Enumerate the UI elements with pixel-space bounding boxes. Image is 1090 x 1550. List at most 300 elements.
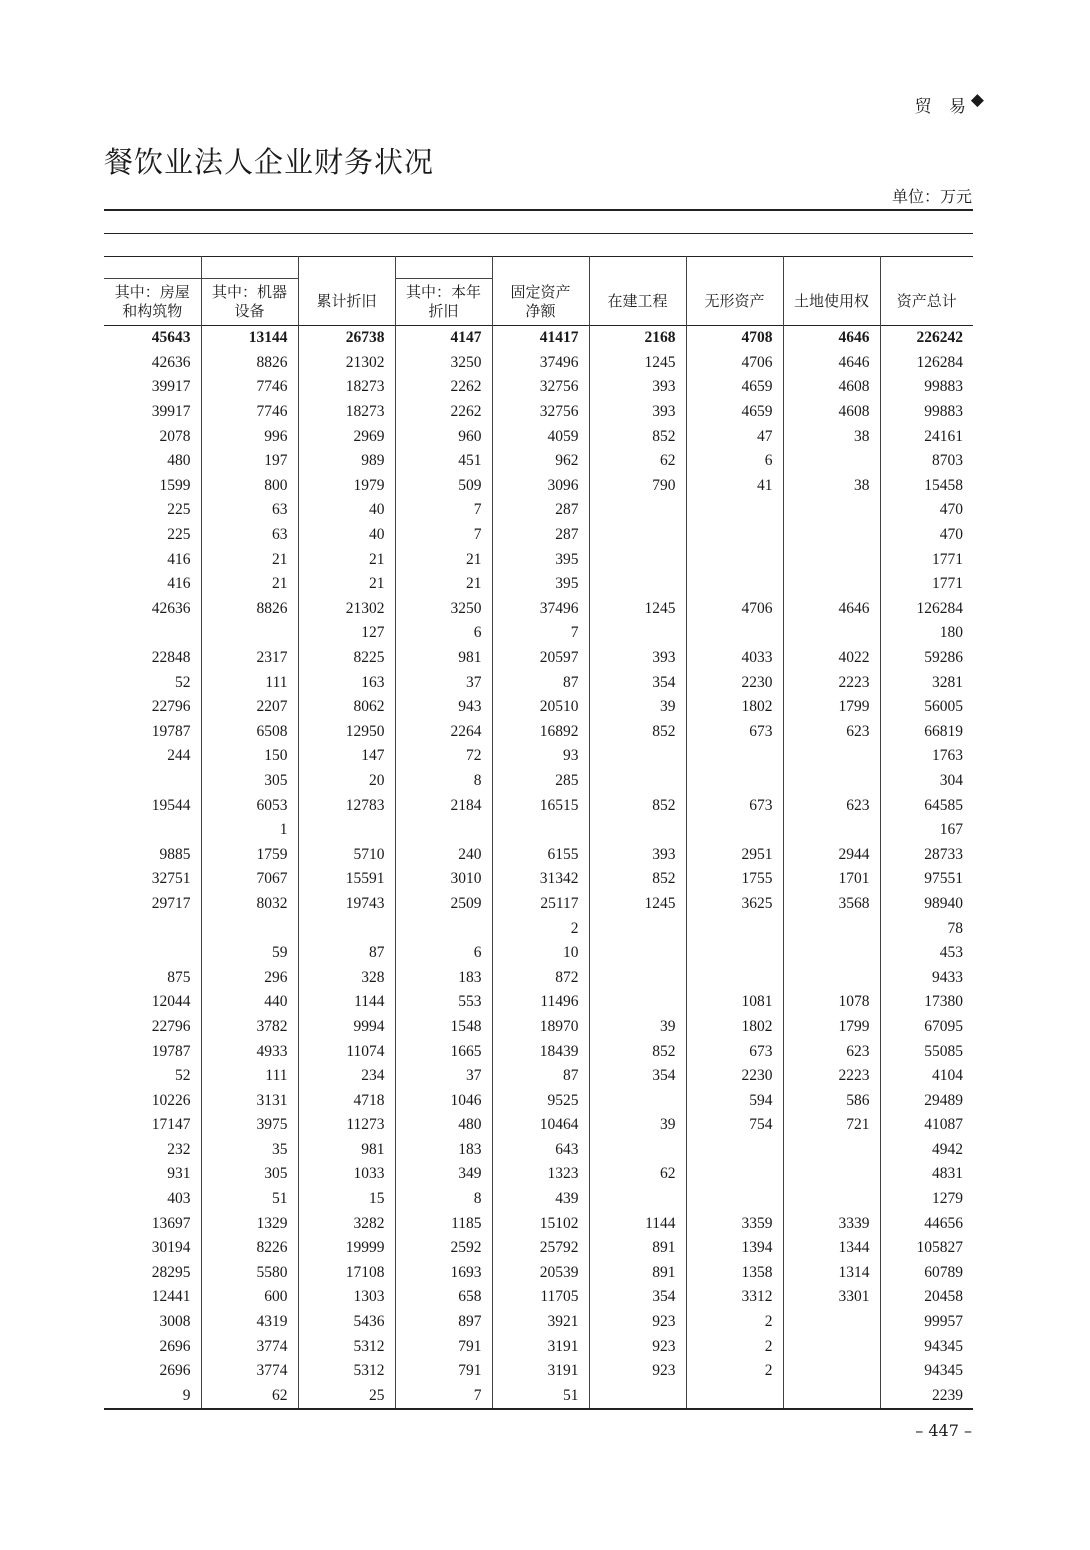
- table-cell: 9885: [104, 842, 201, 867]
- table-row: [104, 695, 973, 720]
- table-cell: 6: [395, 941, 492, 966]
- table-cell: 4718: [298, 1088, 395, 1113]
- table-cell: 7: [395, 498, 492, 523]
- table-cell: 480: [104, 449, 201, 474]
- table-cell: [298, 916, 395, 941]
- table-cell: 7: [395, 523, 492, 548]
- table-cell: 87: [298, 941, 395, 966]
- table-cell: 296: [201, 965, 298, 990]
- table-row: [104, 1039, 973, 1064]
- table-cell: 9: [104, 1384, 201, 1410]
- table-cell: 852: [589, 424, 686, 449]
- table-cell: [589, 769, 686, 794]
- table-cell: 2264: [395, 720, 492, 745]
- table-cell: 225: [104, 523, 201, 548]
- table-cell: 2: [686, 1310, 783, 1335]
- table-cell: 19544: [104, 793, 201, 818]
- table-cell: 721: [783, 1113, 880, 1138]
- table-cell: [686, 744, 783, 769]
- table-cell: 37: [395, 1064, 492, 1089]
- table-cell: [783, 572, 880, 597]
- column-header: [298, 279, 395, 326]
- table-row: [104, 449, 973, 474]
- table-cell: [589, 916, 686, 941]
- table-cell: 470: [939, 526, 963, 544]
- table-cell: 1802: [686, 695, 783, 720]
- header-spanner-row: [104, 256, 973, 279]
- table-cell: 6155: [492, 842, 589, 867]
- table-cell: 480: [395, 1113, 492, 1138]
- table-cell: 183: [395, 965, 492, 990]
- table-cell: 3301: [783, 1285, 880, 1310]
- table-cell: 393: [589, 375, 686, 400]
- table-cell: 673: [686, 1039, 783, 1064]
- table-cell: 20: [298, 769, 395, 794]
- column-header: [395, 279, 492, 326]
- table-cell: 9525: [492, 1088, 589, 1113]
- column-header-line: 其中：本年: [405, 283, 481, 301]
- table-cell: 4646: [783, 351, 880, 376]
- table-cell: 19787: [104, 720, 201, 745]
- table-cell: 30194: [104, 1236, 201, 1261]
- table-cell: [589, 1088, 686, 1113]
- table-cell: 44656: [924, 1214, 963, 1232]
- table-row: [104, 1334, 973, 1359]
- table-cell: 6053: [201, 793, 298, 818]
- table-cell: [783, 621, 880, 646]
- table-cell: 1245: [589, 892, 686, 917]
- table-cell: [783, 449, 880, 474]
- table-cell: 18439: [492, 1039, 589, 1064]
- table-row: [104, 1064, 973, 1089]
- table-cell: 4708: [686, 326, 783, 351]
- table-cell: 673: [686, 720, 783, 745]
- table-cell: 13144: [201, 326, 298, 351]
- table-cell: 8703: [932, 452, 963, 470]
- table-cell: 395: [492, 572, 589, 597]
- table-cell: 354: [589, 670, 686, 695]
- table-cell: 509: [395, 474, 492, 499]
- table-row: [104, 867, 973, 892]
- table-cell: 305: [201, 769, 298, 794]
- column-header-line: 折旧: [428, 302, 459, 320]
- table-cell: 852: [589, 1039, 686, 1064]
- table-cell: [395, 818, 492, 843]
- table-cell: 197: [201, 449, 298, 474]
- table-row: [104, 646, 973, 671]
- spanner-cell: [589, 256, 686, 279]
- table-cell: 3625: [686, 892, 783, 917]
- table-cell: 3096: [492, 474, 589, 499]
- table-cell: 989: [298, 449, 395, 474]
- column-header-line: 资产总计: [896, 292, 957, 311]
- table-cell: 2: [492, 916, 589, 941]
- table-cell: 453: [939, 944, 963, 962]
- table-cell: 8032: [201, 892, 298, 917]
- table-cell: 285: [492, 769, 589, 794]
- table-cell: 51: [492, 1384, 589, 1410]
- column-header: [104, 279, 201, 326]
- table-cell: 1185: [395, 1211, 492, 1236]
- table-cell: [686, 1138, 783, 1163]
- table-cell: 962: [492, 449, 589, 474]
- table-row: [104, 842, 973, 867]
- table-cell: 31342: [492, 867, 589, 892]
- page-title: 餐饮业法人企业财务状况: [104, 145, 435, 179]
- table-cell: 39: [589, 1015, 686, 1040]
- table-cell: 470: [939, 501, 963, 519]
- table-cell: [589, 621, 686, 646]
- table-cell: 1144: [298, 990, 395, 1015]
- table-cell: 623: [783, 793, 880, 818]
- table-cell: 87: [492, 670, 589, 695]
- table-cell: 354: [589, 1064, 686, 1089]
- table-cell: 395: [492, 547, 589, 572]
- column-header: [589, 279, 686, 326]
- table-cell: [783, 1359, 880, 1384]
- table-cell: 25117: [492, 892, 589, 917]
- table-cell: 1329: [201, 1211, 298, 1236]
- table-row: [104, 965, 973, 990]
- table-cell: [686, 965, 783, 990]
- table-cell: [589, 990, 686, 1015]
- table-cell: 2230: [686, 670, 783, 695]
- table-cell: 21: [298, 547, 395, 572]
- table-cell: 2944: [783, 842, 880, 867]
- table-cell: 897: [395, 1310, 492, 1335]
- table-cell: 1314: [783, 1261, 880, 1286]
- table-cell: 41: [686, 474, 783, 499]
- table-cell: 1: [201, 818, 298, 843]
- table-cell: 3010: [395, 867, 492, 892]
- table-cell: 852: [589, 867, 686, 892]
- table-cell: 403: [104, 1187, 201, 1212]
- table-cell: [686, 769, 783, 794]
- table-cell: 3191: [492, 1334, 589, 1359]
- table-cell: 32756: [492, 400, 589, 425]
- table-row: [104, 720, 973, 745]
- table-cell: 240: [395, 842, 492, 867]
- table-cell: 2239: [880, 1384, 973, 1410]
- table-cell: 98940: [924, 894, 963, 912]
- table-row: [104, 1285, 973, 1310]
- table-cell: [104, 621, 201, 646]
- table-cell: 2078: [104, 424, 201, 449]
- table-row: [104, 916, 973, 941]
- table-cell: [783, 1384, 880, 1410]
- table-cell: 21: [298, 572, 395, 597]
- table-cell: 5436: [298, 1310, 395, 1335]
- column-header: [201, 279, 298, 326]
- column-header-line: 无形资产: [704, 292, 765, 311]
- table-cell: 1771: [932, 575, 963, 593]
- table-cell: 38: [783, 474, 880, 499]
- table-cell: 1144: [589, 1211, 686, 1236]
- table-cell: 923: [589, 1334, 686, 1359]
- table-cell: 4933: [201, 1039, 298, 1064]
- table-cell: 9994: [298, 1015, 395, 1040]
- table-cell: 94345: [924, 1362, 963, 1380]
- table-cell: 21302: [298, 351, 395, 376]
- table-cell: [201, 916, 298, 941]
- table-cell: [783, 547, 880, 572]
- table-row: [104, 1261, 973, 1286]
- table-cell: [686, 572, 783, 597]
- table-cell: 4104: [932, 1067, 963, 1085]
- table-cell: [589, 1138, 686, 1163]
- top-rule: [104, 209, 973, 211]
- table-cell: [783, 1138, 880, 1163]
- column-header: [492, 279, 589, 326]
- table-cell: 20510: [492, 695, 589, 720]
- table-cell: 872: [492, 965, 589, 990]
- table-row: [104, 1236, 973, 1261]
- table-cell: 8826: [201, 597, 298, 622]
- section-header: 贸 易: [914, 97, 972, 117]
- table-row: [104, 375, 973, 400]
- table-row: [104, 1138, 973, 1163]
- table-cell: 287: [492, 523, 589, 548]
- table-cell: 2262: [395, 400, 492, 425]
- table-cell: [589, 744, 686, 769]
- table-cell: 2262: [395, 375, 492, 400]
- table-cell: 5312: [298, 1334, 395, 1359]
- table-row: [104, 1162, 973, 1187]
- table-cell: 960: [395, 424, 492, 449]
- table-cell: 22848: [104, 646, 201, 671]
- table-cell: 416: [104, 547, 201, 572]
- table-cell: 1279: [932, 1190, 963, 1208]
- table-cell: 8: [395, 769, 492, 794]
- table-cell: 232: [104, 1138, 201, 1163]
- table-cell: 600: [201, 1285, 298, 1310]
- table-cell: [783, 1187, 880, 1212]
- table-cell: 29489: [924, 1091, 963, 1109]
- spanner-cell: [880, 256, 973, 279]
- table-row: [104, 621, 973, 646]
- table-row: [104, 1310, 973, 1335]
- table-cell: 4059: [492, 424, 589, 449]
- table-cell: [589, 547, 686, 572]
- table-cell: 2509: [395, 892, 492, 917]
- table-cell: [589, 498, 686, 523]
- table-cell: 35: [201, 1138, 298, 1163]
- table-cell: 7746: [201, 400, 298, 425]
- table-cell: [492, 818, 589, 843]
- table-cell: 67095: [924, 1017, 963, 1035]
- table-cell: 7: [492, 621, 589, 646]
- column-header-line: 和构筑物: [122, 302, 183, 320]
- table-cell: 21: [395, 572, 492, 597]
- table-cell: 87: [492, 1064, 589, 1089]
- table-cell: 126284: [916, 599, 963, 617]
- table-cell: 180: [939, 624, 963, 642]
- table-cell: [589, 941, 686, 966]
- table-cell: 2223: [783, 1064, 880, 1089]
- table-cell: 22796: [104, 1015, 201, 1040]
- table-cell: 2184: [395, 793, 492, 818]
- table-cell: 4147: [395, 326, 492, 351]
- column-header-line: 其中：房屋: [114, 283, 190, 301]
- table-cell: 5580: [201, 1261, 298, 1286]
- table-cell: 4022: [783, 646, 880, 671]
- table-cell: 1701: [783, 867, 880, 892]
- table-row: [104, 793, 973, 818]
- table-cell: 28295: [104, 1261, 201, 1286]
- table-cell: 1245: [589, 351, 686, 376]
- column-header-line: 其中：机器: [211, 283, 287, 301]
- table-cell: [589, 572, 686, 597]
- column-header: [686, 279, 783, 326]
- column-header: [880, 279, 973, 326]
- table-cell: 56005: [924, 698, 963, 716]
- table-cell: 4659: [686, 400, 783, 425]
- table-cell: [783, 769, 880, 794]
- table-cell: 8826: [201, 351, 298, 376]
- table-cell: 42636: [104, 597, 201, 622]
- table-cell: 1599: [104, 474, 201, 499]
- table-cell: 1323: [492, 1162, 589, 1187]
- table-cell: 3568: [783, 892, 880, 917]
- table-cell: 72: [395, 744, 492, 769]
- table-cell: [395, 916, 492, 941]
- table-cell: 9433: [932, 968, 963, 986]
- column-header-line: 固定资产: [510, 282, 571, 301]
- table-cell: 29717: [104, 892, 201, 917]
- table-cell: 59286: [924, 649, 963, 667]
- table-cell: 62: [589, 449, 686, 474]
- table-cell: [686, 941, 783, 966]
- table-cell: 167: [939, 821, 963, 839]
- table-body: [104, 326, 973, 1410]
- table-row: [104, 547, 973, 572]
- table-row: [104, 572, 973, 597]
- column-header-line: 在建工程: [607, 292, 668, 311]
- table-cell: 12441: [104, 1285, 201, 1310]
- table-cell: 3008: [104, 1310, 201, 1335]
- table-cell: 943: [395, 695, 492, 720]
- table-cell: 328: [298, 965, 395, 990]
- table-cell: [686, 523, 783, 548]
- table-cell: 66819: [924, 722, 963, 740]
- table-row: [104, 769, 973, 794]
- table-cell: 1755: [686, 867, 783, 892]
- table-cell: 4608: [783, 375, 880, 400]
- table-row: [104, 1384, 973, 1410]
- table-cell: 3281: [932, 673, 963, 691]
- table-cell: [686, 818, 783, 843]
- table-cell: 7067: [201, 867, 298, 892]
- table-cell: 4646: [783, 597, 880, 622]
- table-cell: 55085: [924, 1042, 963, 1060]
- table-cell: 37496: [492, 351, 589, 376]
- table-cell: 3131: [201, 1088, 298, 1113]
- table-cell: [783, 523, 880, 548]
- table-cell: 17147: [104, 1113, 201, 1138]
- table-cell: 11705: [492, 1285, 589, 1310]
- table-cell: 1394: [686, 1236, 783, 1261]
- table-cell: 1081: [686, 990, 783, 1015]
- spanner-cell: [686, 256, 783, 279]
- table-cell: 2317: [201, 646, 298, 671]
- table-cell: 32756: [492, 375, 589, 400]
- table-cell: [783, 965, 880, 990]
- table-cell: 15591: [298, 867, 395, 892]
- table-cell: 17380: [924, 993, 963, 1011]
- table-cell: 244: [104, 744, 201, 769]
- table-cell: 20458: [924, 1288, 963, 1306]
- table-row: [104, 400, 973, 425]
- table-row: [104, 523, 973, 548]
- table-row: [104, 351, 973, 376]
- table-cell: 658: [395, 1285, 492, 1310]
- table-cell: 60789: [924, 1263, 963, 1281]
- table-cell: 3774: [201, 1359, 298, 1384]
- table-cell: 52: [104, 670, 201, 695]
- table-cell: 2696: [104, 1334, 201, 1359]
- table-cell: 791: [395, 1359, 492, 1384]
- table-cell: 13697: [104, 1211, 201, 1236]
- table-cell: 39917: [104, 375, 201, 400]
- table-cell: [298, 818, 395, 843]
- table-cell: 15: [298, 1187, 395, 1212]
- spanner-cell: [395, 256, 492, 279]
- table-cell: 440: [201, 990, 298, 1015]
- table-cell: 3975: [201, 1113, 298, 1138]
- table-cell: [589, 965, 686, 990]
- table-cell: 47: [686, 424, 783, 449]
- spanner-cell: [201, 256, 298, 279]
- table-cell: 234: [298, 1064, 395, 1089]
- table-cell: 8226: [201, 1236, 298, 1261]
- table-cell: [783, 1334, 880, 1359]
- table-cell: [686, 1162, 783, 1187]
- table-cell: 21: [201, 547, 298, 572]
- table-cell: 225: [104, 498, 201, 523]
- table-cell: 1802: [686, 1015, 783, 1040]
- table-row: [104, 474, 973, 499]
- table-cell: 78: [947, 919, 963, 937]
- table-cell: [783, 744, 880, 769]
- table-cell: 62: [589, 1162, 686, 1187]
- table-cell: 1344: [783, 1236, 880, 1261]
- table-cell: 6: [395, 621, 492, 646]
- table-cell: 923: [589, 1359, 686, 1384]
- table-row: [104, 1113, 973, 1138]
- rule-2: [104, 233, 973, 234]
- table-cell: [686, 621, 783, 646]
- column-header-line: 净额: [525, 301, 556, 320]
- table-cell: 931: [104, 1162, 201, 1187]
- table-cell: 12044: [104, 990, 201, 1015]
- table-cell: 1979: [298, 474, 395, 499]
- table-cell: 439: [492, 1187, 589, 1212]
- table-cell: 875: [104, 965, 201, 990]
- table-cell: 349: [395, 1162, 492, 1187]
- finance-table: [104, 256, 973, 1410]
- table-cell: 8: [395, 1187, 492, 1212]
- table-cell: 42636: [104, 351, 201, 376]
- table-cell: 4608: [783, 400, 880, 425]
- table-cell: 393: [589, 842, 686, 867]
- table-cell: 1763: [932, 747, 963, 765]
- table-cell: [589, 1384, 686, 1410]
- table-cell: 623: [783, 720, 880, 745]
- table-cell: 3250: [395, 597, 492, 622]
- table-cell: 21: [201, 572, 298, 597]
- table-cell: 4942: [932, 1140, 963, 1158]
- table-cell: 62: [201, 1384, 298, 1410]
